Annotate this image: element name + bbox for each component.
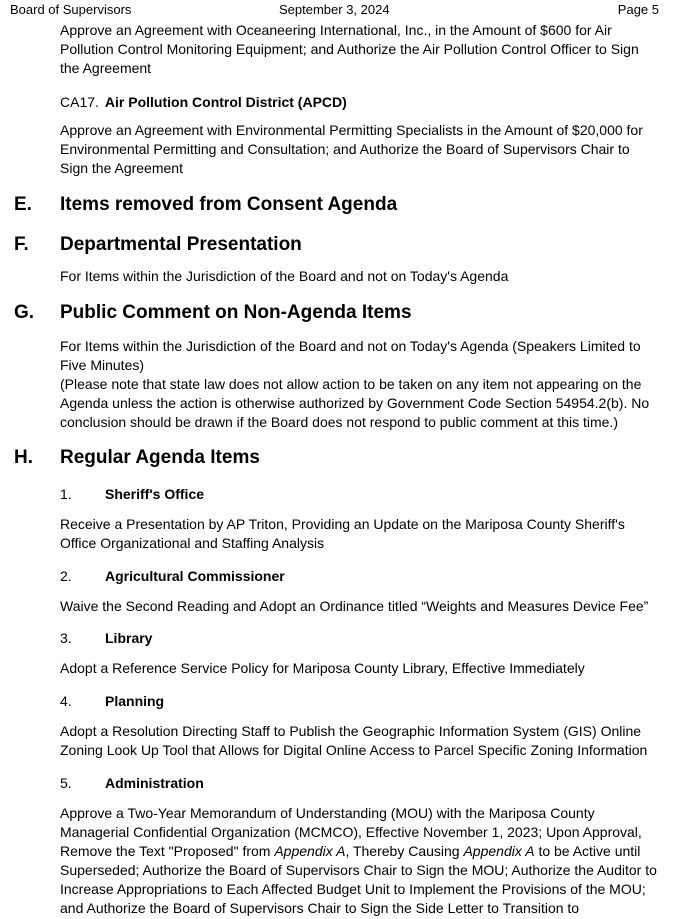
header-date: September 3, 2024 — [279, 2, 390, 17]
item-2-text: Waive the Second Reading and Adopt an Ordinance titled “Weights and Measures Device Fee” — [60, 598, 649, 614]
item-1-number: 1. — [60, 486, 72, 502]
item-2-title: Agricultural Commissioner — [105, 568, 285, 584]
ca17-title: Air Pollution Control District (APCD) — [104, 94, 347, 110]
item-4-text: Adopt a Resolution Directing Staff to Publish the Geographic Information System (GIS) Online Zoning Look Up Tool that Allows for Digital Online Access to Parcel Specific Zoning Information — [60, 723, 648, 758]
item-3-number: 3. — [60, 630, 72, 646]
ca17-text: Approve an Agreement with Environmental Permitting Specialists in the Amount of $20,000 for Environmental Permitting and Consultation; and Authorize the Board of Supervisors Chair to Sign the Agreement — [60, 122, 643, 176]
item-4-title: Planning — [105, 693, 165, 709]
item-5-number: 5. — [60, 775, 72, 791]
ca17-heading — [60, 93, 347, 111]
section-e-letter: E. — [14, 194, 32, 215]
section-h-letter: H. — [14, 447, 33, 468]
section-f-text: For Items within the Jurisdiction of the Board and not on Today's Agenda — [60, 268, 509, 284]
item-3-text: Adopt a Reference Service Policy for Mariposa County Library, Effective Immediately — [60, 660, 585, 676]
header-page-number: Page 5 — [617, 2, 659, 17]
item-5-text-appendix-ref: Appendix A — [463, 843, 535, 859]
item-3-title: Library — [105, 630, 153, 646]
section-g-text: For Items within the Jurisdiction of the Board and not on Today's Agenda (Speakers Limited to Five Minutes) — [60, 338, 641, 373]
section-e-title: Items removed from Consent Agenda — [60, 194, 398, 215]
item-5-text-appendix-ref: Appendix A — [274, 843, 346, 859]
header-org: Board of Supervisors — [10, 2, 132, 17]
section-g-title: Public Comment on Non-Agenda Items — [60, 302, 412, 323]
item-1-title: Sheriff's Office — [105, 486, 205, 502]
section-f-title: Departmental Presentation — [60, 234, 302, 255]
section-g-letter: G. — [14, 302, 35, 323]
item-1-text: Receive a Presentation by AP Triton, Providing an Update on the Mariposa County Sheriff's Office Organizational and Staffing Analysis — [60, 516, 625, 551]
item-5-text-part: , Thereby Causing — [345, 843, 464, 859]
item-5-title: Administration — [105, 775, 204, 791]
item-5-text-part: Approve a Two-Year Memorandum of Understanding (MOU) with the Mariposa County Managerial Confidential Organization (MCMCO), Effective November 1, 2023; Upon Approval, Remove the Text "Proposed" from — [60, 805, 642, 859]
ca17-number: CA17. — [60, 94, 99, 110]
section-h-title: Regular Agenda Items — [60, 447, 260, 468]
item-2-number: 2. — [60, 568, 72, 584]
section-g-note: (Please note that state law does not allow action to be taken on any item not appearing on the Agenda unless the action is otherwise authorized by Government Code Section 54954.2(b). No conclusion should be drawn if the Board does not respond to public comment at this time.) — [60, 376, 650, 430]
item-5-text — [60, 804, 660, 918]
prev-item-text: Approve an Agreement with Oceaneering International, Inc., in the Amount of $600 for Air Pollution Control Monitoring Equipment; and Authorize the Air Pollution Control Officer to Sign the Agreement — [60, 22, 639, 76]
item-4-number: 4. — [60, 693, 72, 709]
item-5-text-part: to be Active until Superseded; Authorize the Board of Supervisors Chair to Sign the MOU; Authorize the Auditor to Increase Appropriations to Each Affected Budget Unit to Implement the Provisions of the MOU; and Authorize the Board of Supervisors Chair to Sign the Side Letter to Transition to — [60, 843, 657, 916]
section-f-letter: F. — [14, 234, 29, 255]
